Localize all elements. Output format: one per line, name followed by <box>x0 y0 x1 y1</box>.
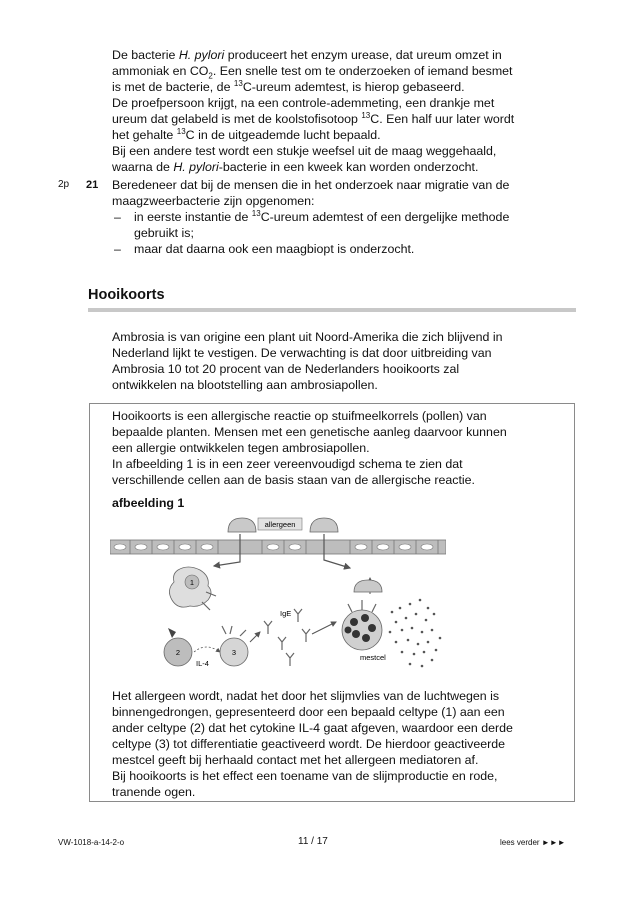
intro-line-3: is met de bacterie, de $^{13}$C-ureum ademtest, is hierop gebaseerd. <box>112 78 465 94</box>
box-line-2: bepaalde planten. Mensen met een genetische aanleg daarvoor kunnen <box>112 425 507 439</box>
label-cell-3: 3 <box>231 648 237 657</box>
bullet-dash: – <box>114 210 121 224</box>
box-explanation <box>112 688 513 800</box>
section-intro-line-3: Ambrosia 10 tot 20 procent van de Nederlanders hooikoorts zal <box>112 362 460 376</box>
label-il4: IL-4 <box>196 659 209 668</box>
cell-2 <box>164 628 192 666</box>
intro-line-1: De bacterie H. pylori produceert het enzym urease, dat ureum omzet in <box>112 48 502 62</box>
question-text <box>112 177 509 257</box>
box-expl-line-3: ander celtype (2) dat het cytokine IL-4 gaat afgeven, waardoor een derde <box>112 721 513 735</box>
footer-page-number: 11 / 17 <box>298 836 328 847</box>
intro-line-2: ammoniak en $CO_2$. Een snelle test om te onderzoeken of iemand besmet <box>112 64 513 81</box>
figure-caption: afbeelding 1 <box>112 496 185 510</box>
epithelium-layer <box>110 540 446 554</box>
intro-line-6: het gehalte $^{13}$C in de uitgeademde lucht bepaald. <box>112 126 381 142</box>
box-expl-line-7: tranende ogen. <box>112 785 196 799</box>
question-number: 21 <box>86 179 99 191</box>
box-expl-line-1: Het allergeen wordt, nadat het door het slijmvlies van de luchtwegen is <box>112 689 500 703</box>
intro-paragraph <box>112 47 514 175</box>
cell-1-dendritic <box>169 567 216 610</box>
question-points: 2p <box>58 179 70 190</box>
footer-exam-code: VW-1018-a-14-2-o <box>58 838 125 847</box>
box-expl-line-5: mestcel geeft bij herhaald contact met het allergeen mediatoren af. <box>112 753 479 767</box>
intro-line-5: ureum dat gelabeld is met de koolstofisotoop $^{13}$C. Een half uur later wordt <box>112 110 515 126</box>
mediator-granules <box>389 599 442 668</box>
box-intro <box>112 408 507 488</box>
section-intro <box>112 329 503 393</box>
bullet-dash: – <box>114 242 121 256</box>
allergen-particles <box>228 518 338 532</box>
question-line-2: maagzweerbacterie zijn opgenomen: <box>112 194 315 208</box>
section-divider <box>88 308 576 312</box>
label-allergen: allergeen <box>264 520 296 529</box>
question-line-1: Beredeneer dat bij de mensen die in het onderzoek naar migratie van de <box>112 178 510 192</box>
mast-cell <box>342 600 386 662</box>
box-line-1: Hooikoorts is een allergische reactie op stuifmeelkorrels (pollen) van <box>112 409 487 423</box>
section-title: Hooikoorts <box>88 287 165 303</box>
footer-continue: lees verder ►►► <box>500 838 566 847</box>
label-cell-1: 1 <box>189 578 195 587</box>
box-expl-line-4: celtype (3) tot differentiatie geactiveerd wordt. De hierdoor geactiveerde <box>112 737 506 751</box>
section-intro-line-1: Ambrosia is van origine een plant uit Noord-Amerika die zich blijvend in <box>112 330 503 344</box>
section-intro-line-4: ontwikkelen na blootstelling aan ambrosiapollen. <box>112 378 378 392</box>
section-intro-line-2: Nederland lijkt te vestigen. De verwachting is dat door uitbreiding van <box>112 346 492 360</box>
label-mastcell: mestcel <box>360 653 386 662</box>
intro-line-8: waarna de H. pylori-bacterie in een kweek kan worden onderzocht. <box>112 160 479 174</box>
question-bullet-2: – maar dat daarna ook een maagbiopt is onderzocht. <box>114 242 415 256</box>
question-bullet-1: – in eerste instantie de $^{13}$C-ureum ademtest of een dergelijke methode gebruikt is; <box>114 208 510 240</box>
box-line-4: In afbeelding 1 is in een zeer vereenvoudigd schema te zien dat <box>112 457 463 471</box>
intro-line-7: Bij een andere test wordt een stukje weefsel uit de maag weggehaald, <box>112 144 497 158</box>
label-cell-2: 2 <box>175 648 181 657</box>
box-line-3: een allergie ontwikkelen tegen ambrosiapollen. <box>112 441 370 455</box>
label-ige: IgE <box>280 609 292 618</box>
box-line-5: verschillende cellen aan de basis staan van de allergische reactie. <box>112 473 475 487</box>
intro-line-4: De proefpersoon krijgt, na een controle-ademmeting, een drankje met <box>112 96 495 110</box>
allergy-diagram <box>110 510 446 680</box>
box-expl-line-6: Bij hooikoorts is het effect een toename van de slijmproductie en rode, <box>112 769 498 783</box>
mast-cell-allergen <box>354 580 382 592</box>
cell-3 <box>220 626 248 666</box>
box-expl-line-2: binnengedrongen, gepresenteerd door een bepaald celtype (1) aan een <box>112 705 505 719</box>
